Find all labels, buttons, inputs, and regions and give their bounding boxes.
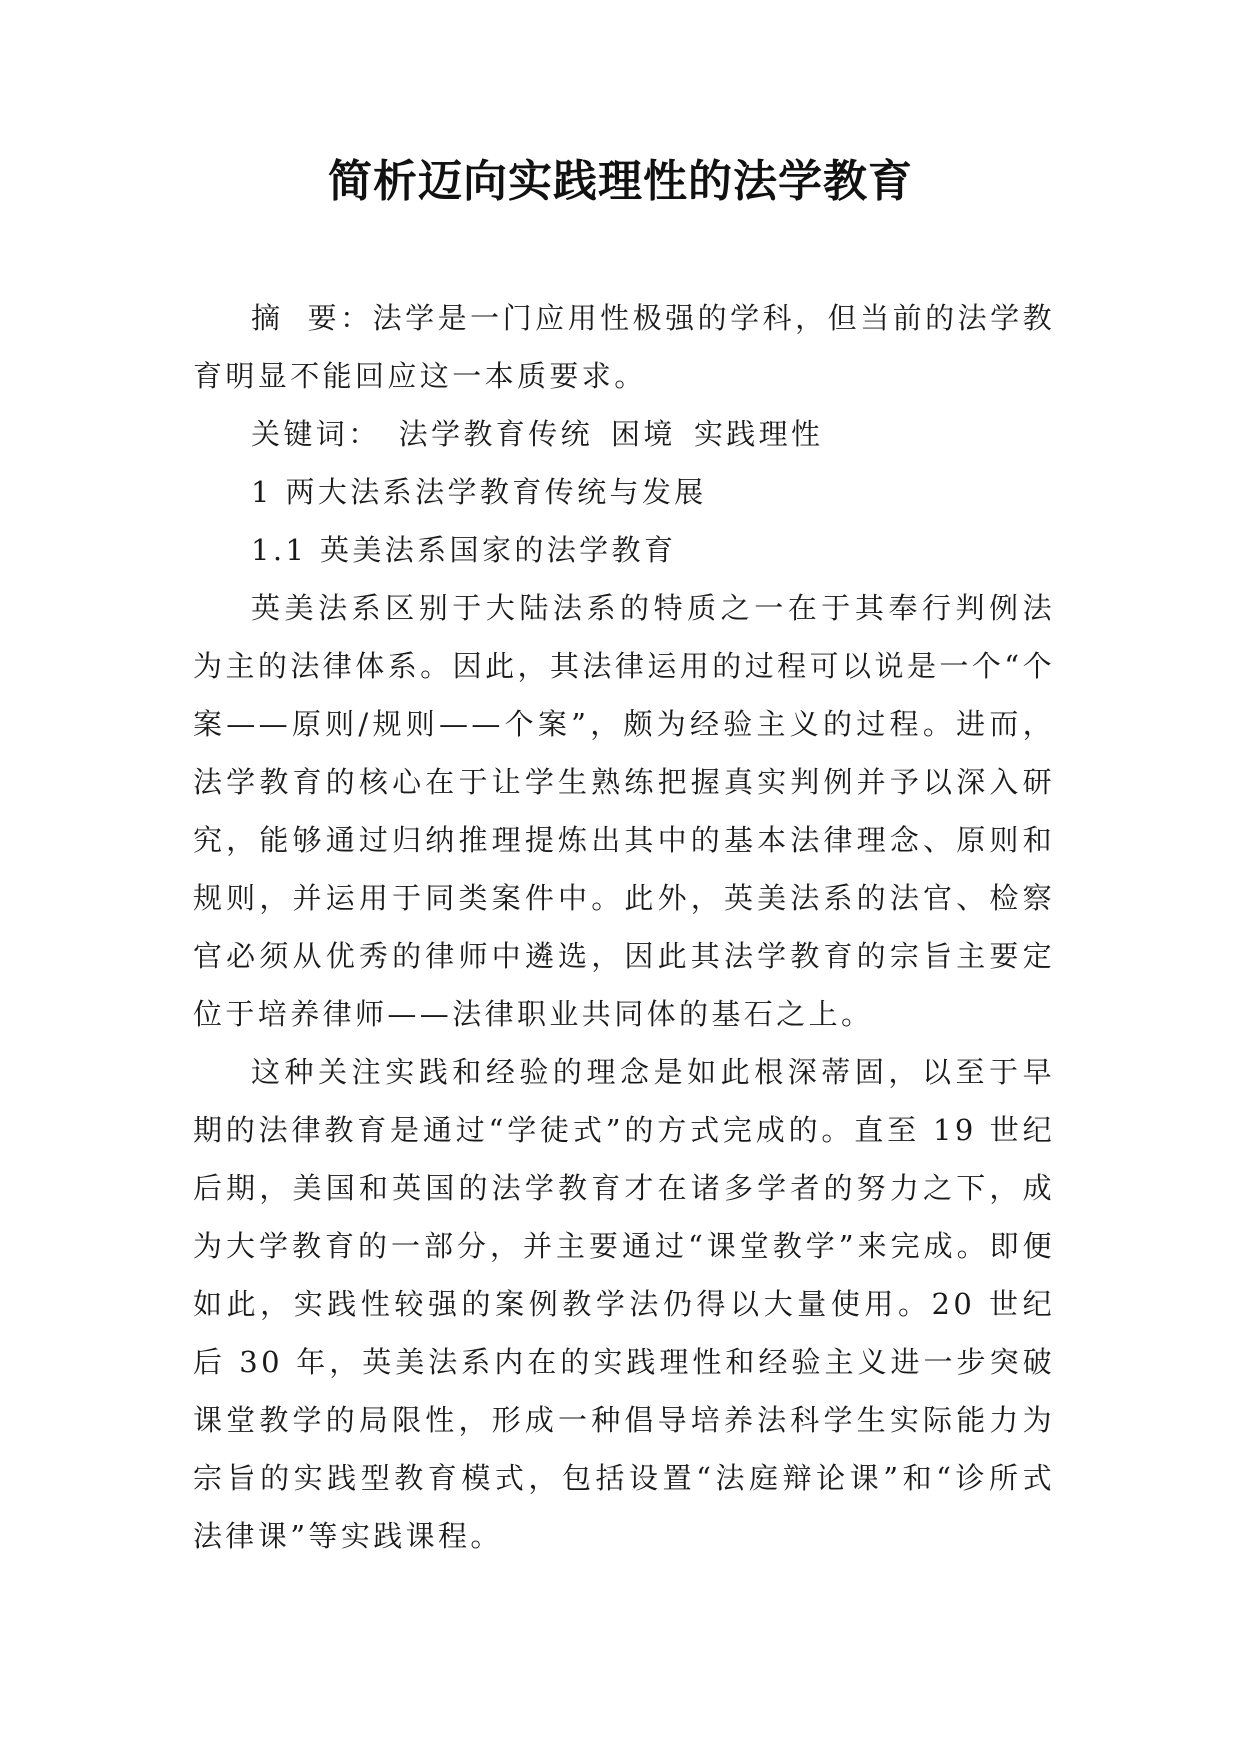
abstract-label-part2: 要： bbox=[307, 301, 373, 335]
document-title: 简析迈向实践理性的法学教育 bbox=[328, 156, 913, 207]
body-paragraph: 这种关注实践和经验的理念是如此根深蒂固，以至于早期的法律教育是通过“学徒式”的方式完成的。直至 19 世纪后期，美国和英国的法学教育才在诸多学者的努力之下，成为大学教育的一部分，并主要通过“课堂教学”来完成。即便如此，实践性较强的案例教学法仍得以大量使用。20 世纪后 30 年，英美法系内在的实践理性和经验主义进一步突破课堂教学的局限性，形成一种倡导培养法科学生实际能力为宗旨的实践型教育模式，包括设置“法庭辩论课”和“诊所式法律课”等实践课程。 bbox=[193, 1055, 1055, 1553]
keyword-item: 法学教育传统 bbox=[398, 417, 594, 451]
keywords-label: 关键词： bbox=[251, 417, 381, 451]
abstract-paragraph bbox=[193, 289, 1055, 405]
body-paragraph: 英美法系区别于大陆法系的特质之一在于其奉行判例法为主的法律体系。因此，其法律运用的过程可以说是一个“个案——原则/规则——个案”，颇为经验主义的过程。进而，法学教育的核心在于让学生熟练把握真实判例并予以深入研究，能够通过归纳推理提炼出其中的基本法律理念、原则和规则，并运用于同类案件中。此外，英美法系的法官、检察官必须从优秀的律师中遴选，因此其法学教育的宗旨主要定位于培养律师——法律职业共同体的基石之上。 bbox=[193, 591, 1055, 1031]
section-heading-1: 1 两大法系法学教育传统与发展 bbox=[251, 475, 707, 509]
abstract-text: 法学是一门应用性极强的学科，但当前的法学教育明显不能回应这一本质要求。 bbox=[193, 301, 1055, 393]
keywords-paragraph bbox=[193, 405, 1055, 463]
keyword-item: 实践理性 bbox=[693, 417, 824, 451]
section-heading-1-1: 1.1 英美法系国家的法学教育 bbox=[251, 533, 677, 567]
document-body bbox=[193, 289, 1055, 1565]
keyword-item: 困境 bbox=[611, 417, 676, 451]
abstract-label-part1: 摘 bbox=[251, 301, 284, 335]
